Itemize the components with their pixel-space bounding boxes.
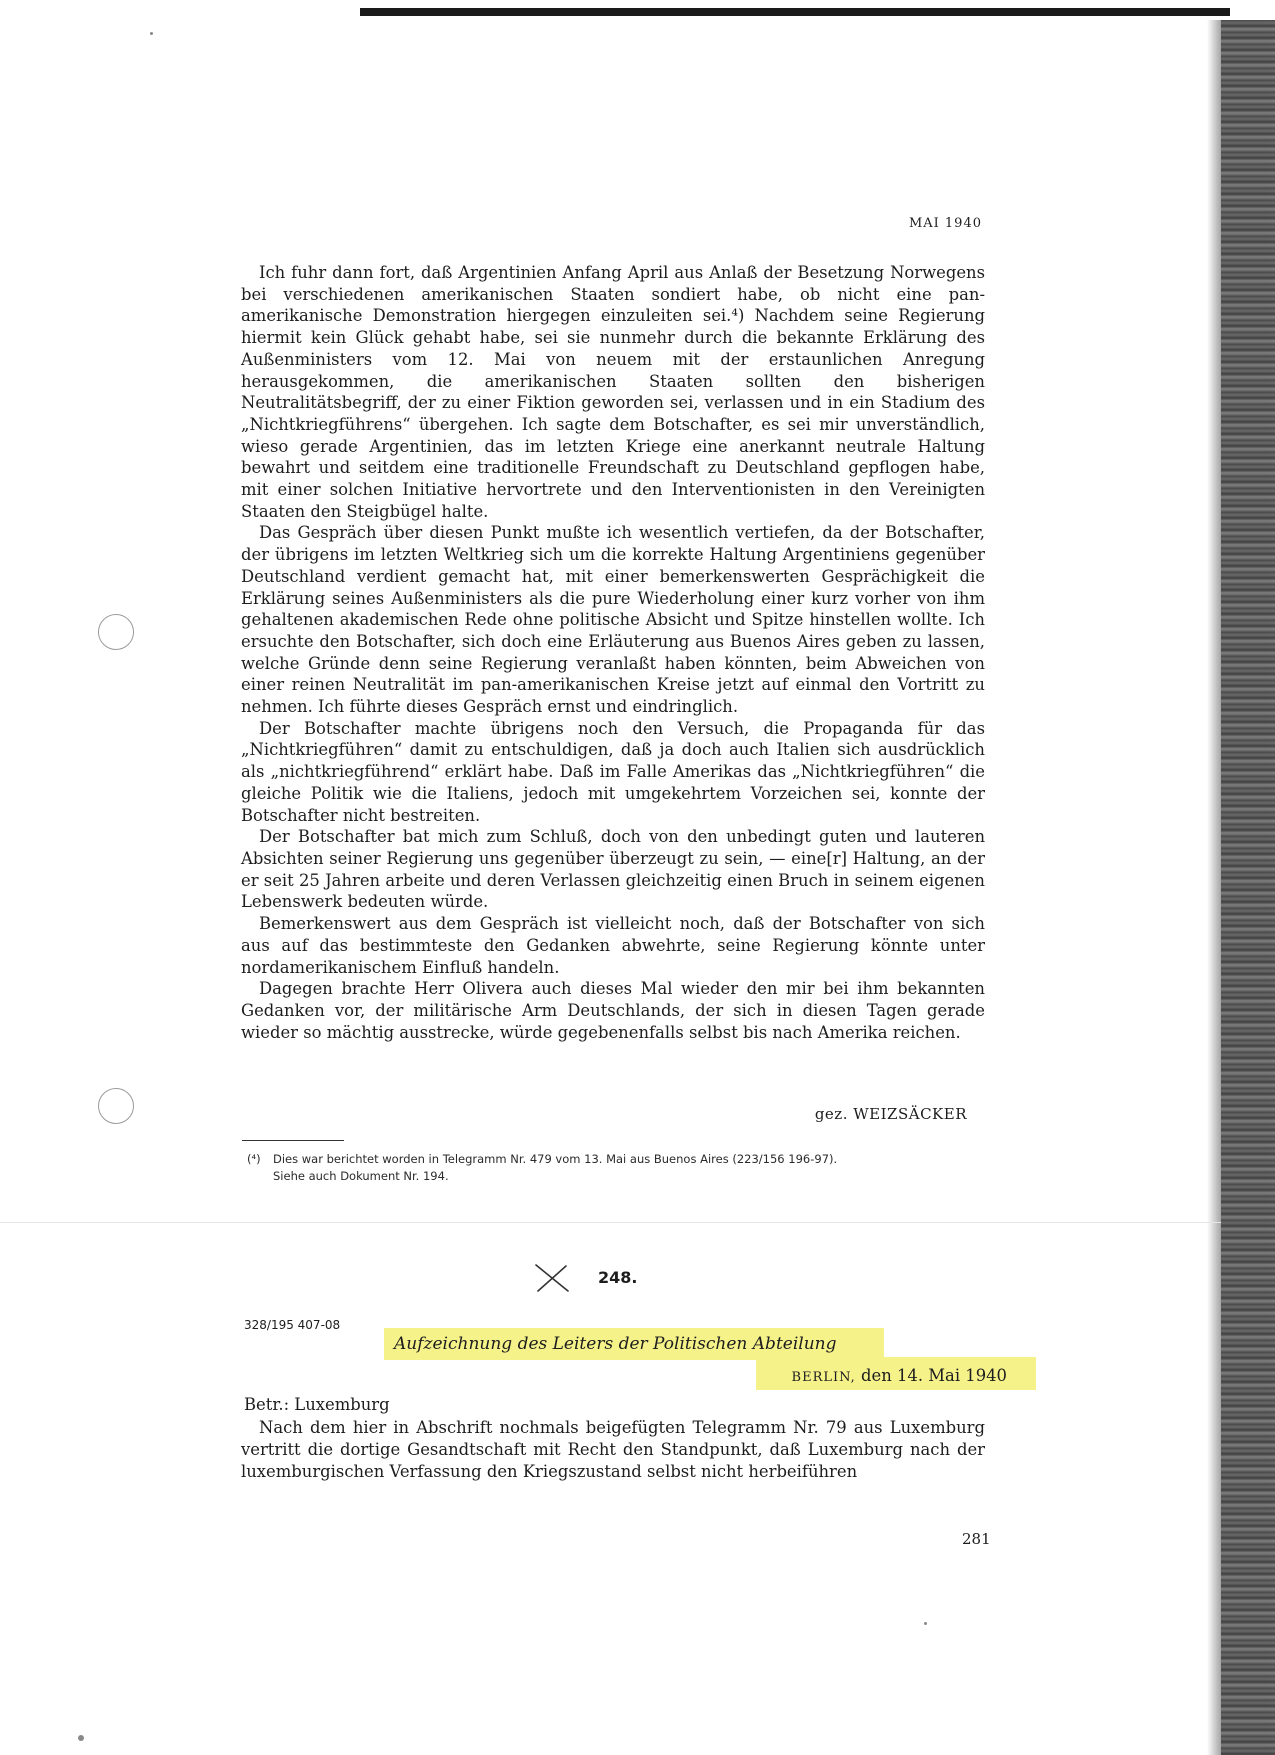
paragraph: Das Gespräch über diesen Punkt mußte ich wesentlich vertiefen, da der Botschafter, der übrigens im letzten Weltkrieg sich um die korrekte Haltung Argentiniens gegenüber Deutschland verdient gemacht hat, mit einer bemerkenswerten Gesprächigkeit die Erklärung seines Außenministers als die pure Wiederholung einer kurz vorher von ihm gehaltenen akademischen Rede ohne politische Absicht und Spitze hinstellen wollte. Ich ersuchte den Botschafter, sich doch eine Erläuterung aus Buenos Aires geben zu lassen, welche Gründe denn seine Regierung veranlaßt haben könnten, beim Abweichen von einer reinen Neutralität im pan-amerikanischen Kreise jetzt auf einmal den Vortritt zu nehmen. Ich führte dieses Gespräch ernst und eindringlich. xyxy=(241,523,985,717)
footnote xyxy=(247,1151,987,1185)
footnote-rule xyxy=(242,1140,344,1141)
footnote-text: Dies war berichtet worden in Telegramm Nr. 479 vom 13. Mai aus Buenos Aires (223/156 196-97). xyxy=(273,1152,838,1166)
footnote-line-2: Siehe auch Dokument Nr. 194. xyxy=(273,1169,449,1183)
scan-speck xyxy=(150,32,153,35)
scan-right-edge-shadow xyxy=(1221,20,1275,1755)
page-fold-line xyxy=(0,1222,1221,1223)
document-body xyxy=(241,262,985,1043)
paragraph: Nach dem hier in Abschrift nochmals beigefügten Telegramm Nr. 79 aus Luxemburg vertritt die dortige Gesandtschaft mit Recht den Standpunkt, daß Luxemburg nach der luxemburgischen Verfassung den Kriegszustand selbst nicht herbeiführen xyxy=(241,1418,985,1481)
punch-hole-lower xyxy=(98,1088,134,1124)
document-number: 248. xyxy=(598,1268,638,1287)
footnote-marker: (⁴) xyxy=(247,1152,261,1166)
running-header: MAI 1940 xyxy=(908,216,982,231)
page-number: 281 xyxy=(962,1530,991,1548)
place: BERLIN, xyxy=(791,1370,856,1385)
document-body-2 xyxy=(241,1417,985,1482)
handwritten-x-mark xyxy=(533,1262,571,1294)
document-title: Aufzeichnung des Leiters der Politischen Abteilung xyxy=(384,1328,884,1360)
reference-code: 328/195 407-08 xyxy=(244,1318,341,1332)
paragraph: Der Botschafter bat mich zum Schluß, doch von den unbedingt guten und lauteren Absichten seiner Regierung uns gegenüber überzeugt zu sein, — eine[r] Haltung, an der er seit 25 Jahren arbeite und deren Verlassen gleichzeitig einen Bruch in seinem eigenen Lebenswerk bedeuten würde. xyxy=(241,827,985,912)
paragraph: Ich fuhr dann fort, daß Argentinien Anfang April aus Anlaß der Besetzung Norwegens bei verschiedenen amerikanischen Staaten sondiert habe, ob nicht eine pan-amerikanische Demonstration hiergegen einzuleiten sei.⁴) Nachdem seine Regierung hiermit kein Glück gehabt habe, sei sie nunmehr durch die bekannte Erklärung des Außenministers vom 12. Mai von neuem mit der erstaunlichen Anregung herausgekommen, die amerikanischen Staaten sollten den bisherigen Neutralitätsbegriff, der zu einer Fiktion geworden sei, verlassen und in ein Stadium des „Nichtkriegführens“ übergehen. Ich sagte dem Botschafter, es sei mir unverständlich, wieso gerade Argentinien, das im letzten Kriege eine anerkannt neutrale Haltung bewahrt und seitdem eine traditionelle Freundschaft zu Deutschland gepflogen habe, mit einer solchen Initiative hervortrete und den Interventionisten in den Vereinigten Staaten den Steigbügel halte. xyxy=(241,263,985,521)
paragraph: Bemerkenswert aus dem Gespräch ist vielleicht noch, daß der Botschafter von sich aus auf das bestimmteste den Gedanken abwehrte, seine Regierung könnte unter nordamerikanischem Einfluß handeln. xyxy=(241,914,985,977)
scan-speck xyxy=(78,1735,84,1741)
scan-top-edge xyxy=(360,8,1230,16)
paragraph: Der Botschafter machte übrigens noch den Versuch, die Propaganda für das „Nichtkriegführen“ damit zu entschuldigen, daß ja doch auch Italien sich ausdrücklich als „nichtkriegführend“ erklärt habe. Daß im Falle Amerikas das „Nichtkriegführen“ die gleiche Politik wie die Italiens, jedoch mit umgekehrtem Vorzeichen sei, konnte der Botschafter nicht bestreiten. xyxy=(241,718,985,825)
date: den 14. Mai 1940 xyxy=(861,1366,1007,1385)
place-and-date xyxy=(792,1366,1007,1385)
signature: gez. WEIZSÄCKER xyxy=(814,1105,967,1123)
subject-line: Betr.: Luxemburg xyxy=(244,1395,390,1414)
scan-speck xyxy=(924,1622,927,1625)
paragraph: Dagegen brachte Herr Olivera auch dieses Mal wieder den mir bei ihm bekannten Gedanken vor, der militärische Arm Deutschlands, der sich in diesen Tagen gerade wieder so mächtig ausstrecke, würde gegebenenfalls selbst bis nach Amerika reichen. xyxy=(241,979,985,1042)
punch-hole-upper xyxy=(98,614,134,650)
footnote-line-1 xyxy=(247,1151,987,1168)
